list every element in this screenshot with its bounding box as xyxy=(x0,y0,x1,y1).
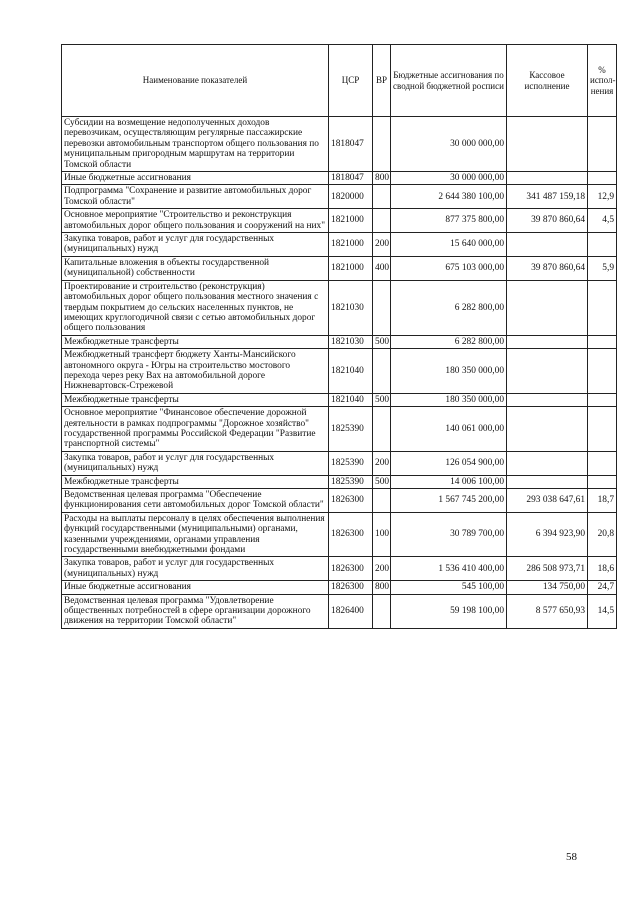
row-csr: 1821000 xyxy=(329,256,373,280)
row-csr: 1820000 xyxy=(329,185,373,209)
row-budget: 6 282 800,00 xyxy=(391,280,507,335)
row-name: Межбюджетные трансферты xyxy=(62,335,329,348)
row-budget: 6 282 800,00 xyxy=(391,335,507,348)
table-row xyxy=(62,407,617,452)
row-percent: 20,8 xyxy=(588,512,617,557)
row-name: Субсидии на возмещение недополученных доходов перевозчикам, осуществляющим регулярные пассажирские перевозки автомобильным транспортом общего пользования по муниципальным пригородным маршрутам на территории Томской области xyxy=(62,117,329,172)
row-cash: 6 394 923,90 xyxy=(507,512,588,557)
row-cash: 39 870 860,64 xyxy=(507,209,588,233)
table-row xyxy=(62,557,617,581)
row-csr: 1821040 xyxy=(329,393,373,406)
table-row xyxy=(62,209,617,233)
row-csr: 1825390 xyxy=(329,407,373,452)
row-name: Межбюджетные трансферты xyxy=(62,393,329,406)
row-csr: 1826300 xyxy=(329,557,373,581)
row-vr: 500 xyxy=(373,335,391,348)
row-cash xyxy=(507,172,588,185)
table-row xyxy=(62,117,617,172)
row-percent: 14,5 xyxy=(588,594,617,628)
table-header-row xyxy=(62,45,617,117)
table-row xyxy=(62,489,617,513)
row-budget: 675 103 000,00 xyxy=(391,256,507,280)
row-percent xyxy=(588,407,617,452)
row-csr: 1821030 xyxy=(329,335,373,348)
row-budget: 140 061 000,00 xyxy=(391,407,507,452)
row-csr: 1826300 xyxy=(329,512,373,557)
row-budget: 30 000 000,00 xyxy=(391,172,507,185)
row-vr: 100 xyxy=(373,512,391,557)
row-name: Капитальные вложения в объекты государственной (муниципальной) собственности xyxy=(62,256,329,280)
row-csr: 1818047 xyxy=(329,117,373,172)
row-budget: 180 350 000,00 xyxy=(391,393,507,406)
row-cash xyxy=(507,280,588,335)
row-percent: 12,9 xyxy=(588,185,617,209)
table-row xyxy=(62,451,617,475)
header-percent: % испол- нения xyxy=(588,45,617,117)
row-vr: 400 xyxy=(373,256,391,280)
row-percent: 5,9 xyxy=(588,256,617,280)
row-cash xyxy=(507,393,588,406)
row-name: Межбюджетный трансферт бюджету Ханты-Мансийского автономного округа - Югры на строительство мостового перехода через реку Вах на автомобильной дороге Нижневартовск-Стрежевой xyxy=(62,349,329,394)
table-row xyxy=(62,393,617,406)
table-row xyxy=(62,256,617,280)
header-budget: Бюджетные ассигнования по сводной бюджетной росписи xyxy=(391,45,507,117)
table-row xyxy=(62,475,617,488)
row-vr: 200 xyxy=(373,233,391,257)
row-csr: 1821040 xyxy=(329,349,373,394)
row-percent xyxy=(588,393,617,406)
row-cash xyxy=(507,451,588,475)
row-cash xyxy=(507,349,588,394)
row-vr xyxy=(373,594,391,628)
table-row xyxy=(62,172,617,185)
row-vr xyxy=(373,117,391,172)
row-cash xyxy=(507,233,588,257)
row-name: Проектирование и строительство (реконструкция) автомобильных дорог общего пользования местного значения с твердым покрытием до сельских населенных пунктов, не имеющих круглогодичной связи с сетью автомобильных дорог общего пользования xyxy=(62,280,329,335)
row-cash xyxy=(507,475,588,488)
row-cash: 286 508 973,71 xyxy=(507,557,588,581)
row-csr: 1825390 xyxy=(329,451,373,475)
row-vr: 200 xyxy=(373,451,391,475)
table-row xyxy=(62,594,617,628)
row-vr: 800 xyxy=(373,172,391,185)
row-vr: 500 xyxy=(373,393,391,406)
header-csr: ЦСР xyxy=(329,45,373,117)
row-budget: 59 198 100,00 xyxy=(391,594,507,628)
row-percent xyxy=(588,475,617,488)
row-budget: 14 006 100,00 xyxy=(391,475,507,488)
row-cash: 134 750,00 xyxy=(507,581,588,594)
row-csr: 1821000 xyxy=(329,209,373,233)
table-row xyxy=(62,280,617,335)
row-percent: 18,6 xyxy=(588,557,617,581)
row-budget: 30 000 000,00 xyxy=(391,117,507,172)
row-name: Основное мероприятие "Строительство и реконструкция автомобильных дорог общего пользования и сооружений на них" xyxy=(62,209,329,233)
row-csr: 1826400 xyxy=(329,594,373,628)
header-vr: ВР xyxy=(373,45,391,117)
table-row xyxy=(62,185,617,209)
row-name: Иные бюджетные ассигнования xyxy=(62,172,329,185)
row-cash xyxy=(507,335,588,348)
row-percent xyxy=(588,172,617,185)
table-row xyxy=(62,512,617,557)
row-csr: 1826300 xyxy=(329,489,373,513)
row-vr: 200 xyxy=(373,557,391,581)
row-budget: 545 100,00 xyxy=(391,581,507,594)
row-vr xyxy=(373,280,391,335)
row-budget: 1 536 410 400,00 xyxy=(391,557,507,581)
row-name: Ведомственная целевая программа "Удовлетворение общественных потребностей в сфере организации дорожного движения на территории Томской области" xyxy=(62,594,329,628)
row-budget: 877 375 800,00 xyxy=(391,209,507,233)
row-budget: 2 644 380 100,00 xyxy=(391,185,507,209)
table-row xyxy=(62,335,617,348)
row-vr xyxy=(373,407,391,452)
row-vr xyxy=(373,489,391,513)
row-cash: 8 577 650,93 xyxy=(507,594,588,628)
row-name: Расходы на выплаты персоналу в целях обеспечения выполнения функций государственными (муниципальными) органами, казенными учреждениями, органами управления государственными внебюджетными фондами xyxy=(62,512,329,557)
row-name: Закупка товаров, работ и услуг для государственных (муниципальных) нужд xyxy=(62,557,329,581)
row-percent: 18,7 xyxy=(588,489,617,513)
row-percent: 24,7 xyxy=(588,581,617,594)
row-cash: 341 487 159,18 xyxy=(507,185,588,209)
row-vr xyxy=(373,349,391,394)
row-csr: 1821030 xyxy=(329,280,373,335)
row-csr: 1826300 xyxy=(329,581,373,594)
row-percent xyxy=(588,349,617,394)
row-percent xyxy=(588,117,617,172)
row-percent xyxy=(588,280,617,335)
header-name: Наименование показателей xyxy=(62,45,329,117)
row-vr xyxy=(373,185,391,209)
row-cash xyxy=(507,117,588,172)
row-budget: 180 350 000,00 xyxy=(391,349,507,394)
row-name: Иные бюджетные ассигнования xyxy=(62,581,329,594)
row-name: Подпрограмма "Сохранение и развитие автомобильных дорог Томской области" xyxy=(62,185,329,209)
row-name: Основное мероприятие "Финансовое обеспечение дорожной деятельности в рамках подпрограммы "Дорожное хозяйство" государственной программы Российской Федерации "Развитие транспортной системы" xyxy=(62,407,329,452)
row-name: Закупка товаров, работ и услуг для государственных (муниципальных) нужд xyxy=(62,233,329,257)
row-csr: 1818047 xyxy=(329,172,373,185)
budget-execution-table xyxy=(61,44,617,629)
row-vr: 500 xyxy=(373,475,391,488)
row-cash: 293 038 647,61 xyxy=(507,489,588,513)
row-vr: 800 xyxy=(373,581,391,594)
row-cash: 39 870 860,64 xyxy=(507,256,588,280)
row-vr xyxy=(373,209,391,233)
row-cash xyxy=(507,407,588,452)
row-csr: 1821000 xyxy=(329,233,373,257)
table-row xyxy=(62,581,617,594)
row-percent xyxy=(588,335,617,348)
row-csr: 1825390 xyxy=(329,475,373,488)
row-budget: 15 640 000,00 xyxy=(391,233,507,257)
table-row xyxy=(62,349,617,394)
row-budget: 30 789 700,00 xyxy=(391,512,507,557)
row-name: Ведомственная целевая программа "Обеспечение функционирования сети автомобильных дорог Томской области" xyxy=(62,489,329,513)
row-budget: 1 567 745 200,00 xyxy=(391,489,507,513)
row-budget: 126 054 900,00 xyxy=(391,451,507,475)
row-percent xyxy=(588,233,617,257)
row-name: Закупка товаров, работ и услуг для государственных (муниципальных) нужд xyxy=(62,451,329,475)
header-cash: Кассовое исполнение xyxy=(507,45,588,117)
page-number: 58 xyxy=(566,851,577,863)
row-name: Межбюджетные трансферты xyxy=(62,475,329,488)
table-row xyxy=(62,233,617,257)
row-percent: 4,5 xyxy=(588,209,617,233)
row-percent xyxy=(588,451,617,475)
